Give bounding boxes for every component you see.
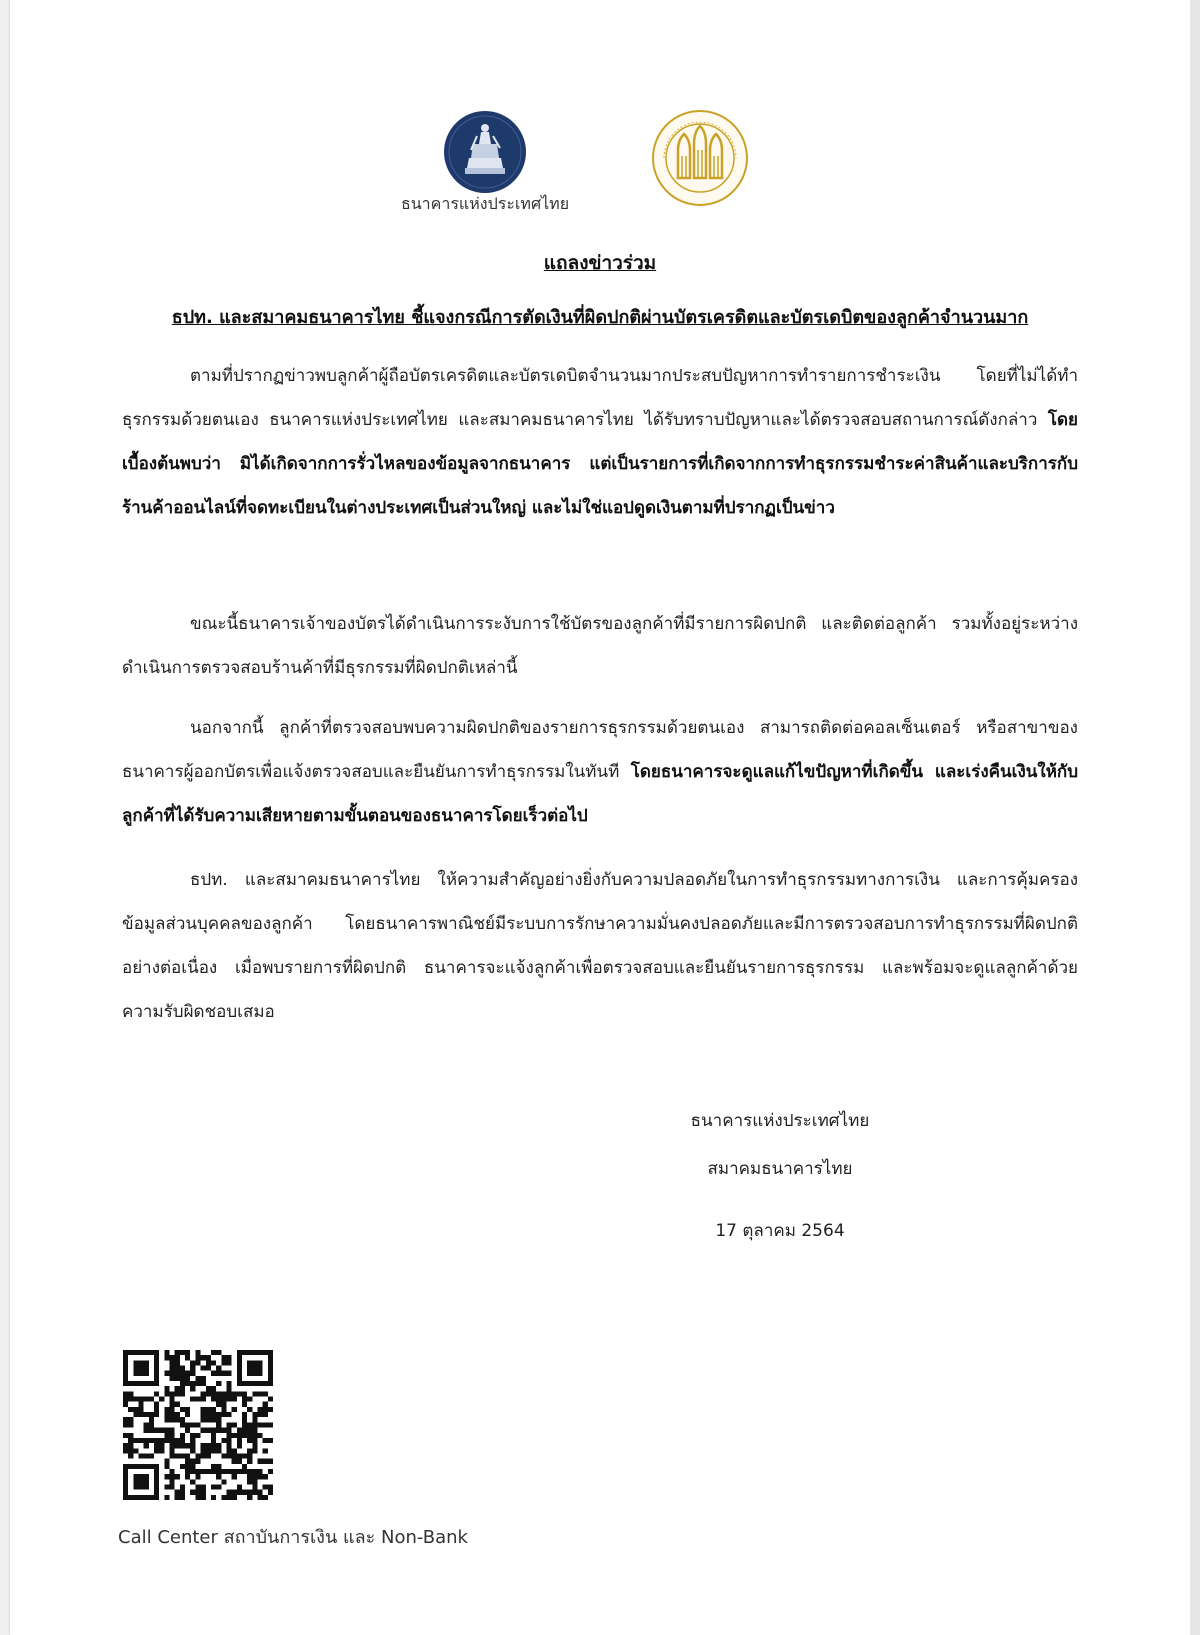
paragraph-1-text: ตามที่ปรากฏข่าวพบลูกค้าผู้ถือบัตรเครดิตและบัตรเดบิตจำนวนมากประสบปัญหาการทำรายการชำระเงิน โดยที่ไม่ได้ทำธุรกรรมด้วยตนเอง ธนาคารแห่งประเทศไทย และสมาคมธนาคารไทย ได้รับทราบปัญหาและได้ตรวจสอบสถานการณ์ดังกล่าว	[122, 366, 1078, 430]
signature-date: 17 ตุลาคม 2564	[715, 1221, 845, 1241]
qr-code-icon[interactable]	[123, 1350, 273, 1500]
paragraph-3-bold-text: โดยธนาคารจะดูแลแก้ไขปัญหาที่เกิดขึ้น และเร่งคืนเงินให้กับลูกค้าที่ได้รับความเสียหายตามขั้นตอนของธนาคารโดยเร็วต่อไป	[122, 762, 1078, 826]
bank-of-thailand-seal-icon	[443, 110, 527, 194]
paragraph-3-text: นอกจากนี้ ลูกค้าที่ตรวจสอบพบความผิดปกติของรายการธุรกรรมด้วยตนเอง สามารถติดต่อคอลเซ็นเตอร์ หรือสาขาของธนาคารผู้ออกบัตรเพื่อแจ้งตรวจสอบและยืนยันการทำธุรกรรมในทันที	[122, 718, 1078, 782]
page-edge-shadow	[1190, 0, 1200, 1635]
thai-bankers-association-emblem-icon	[650, 108, 750, 208]
signature-org-bot: ธนาคารแห่งประเทศไทย	[690, 1111, 870, 1131]
qr-caption: Call Center สถาบันการเงิน และ Non-Bank	[118, 1527, 468, 1548]
paragraph-1	[122, 354, 1078, 530]
paragraph-2: ขณะนี้ธนาคารเจ้าของบัตรได้ดำเนินการระงับการใช้บัตรของลูกค้าที่มีรายการผิดปกติ และติดต่อลูกค้า รวมทั้งอยู่ระหว่างดำเนินการตรวจสอบร้านค้าที่มีธุรกรรมที่ผิดปกติเหล่านี้	[122, 614, 1078, 678]
press-release-subtitle: ธปท. และสมาคมธนาคารไทย ชี้แจงกรณีการตัดเงินที่ผิดปกติผ่านบัตรเครดิตและบัตรเดบิตของลูกค้าจำนวนมาก	[171, 307, 1029, 328]
paragraph-3	[122, 706, 1078, 838]
bot-logo-caption: ธนาคารแห่งประเทศไทย	[400, 194, 570, 213]
press-release-heading: แถลงข่าวร่วม	[543, 252, 657, 274]
paragraph-1-bold-text: โดยเบื้องต้นพบว่า มิได้เกิดจากการรั่วไหลของข้อมูลจากธนาคาร แต่เป็นรายการที่เกิดจากการทำธุรกรรมชำระค่าสินค้าและบริการกับร้านค้าออนไลน์ที่จดทะเบียนในต่างประเทศเป็นส่วนใหญ่ และไม่ใช่แอปดูดเงินตามที่ปรากฏเป็นข่าว	[122, 410, 1078, 518]
signature-org-tba: สมาคมธนาคารไทย	[707, 1159, 853, 1179]
paragraph-4: ธปท. และสมาคมธนาคารไทย ให้ความสำคัญอย่างยิ่งกับความปลอดภัยในการทำธุรกรรมทางการเงิน และการคุ้มครองข้อมูลส่วนบุคคลของลูกค้า โดยธนาคารพาณิชย์มีระบบการรักษาความมั่นคงปลอดภัยและมีการตรวจสอบการทำธุรกรรมที่ผิดปกติอย่างต่อเนื่อง เมื่อพบรายการที่ผิดปกติ ธนาคารจะแจ้งลูกค้าเพื่อตรวจสอบและยืนยันรายการธุรกรรม และพร้อมจะดูแลลูกค้าด้วยความรับผิดชอบเสมอ	[122, 870, 1078, 1022]
